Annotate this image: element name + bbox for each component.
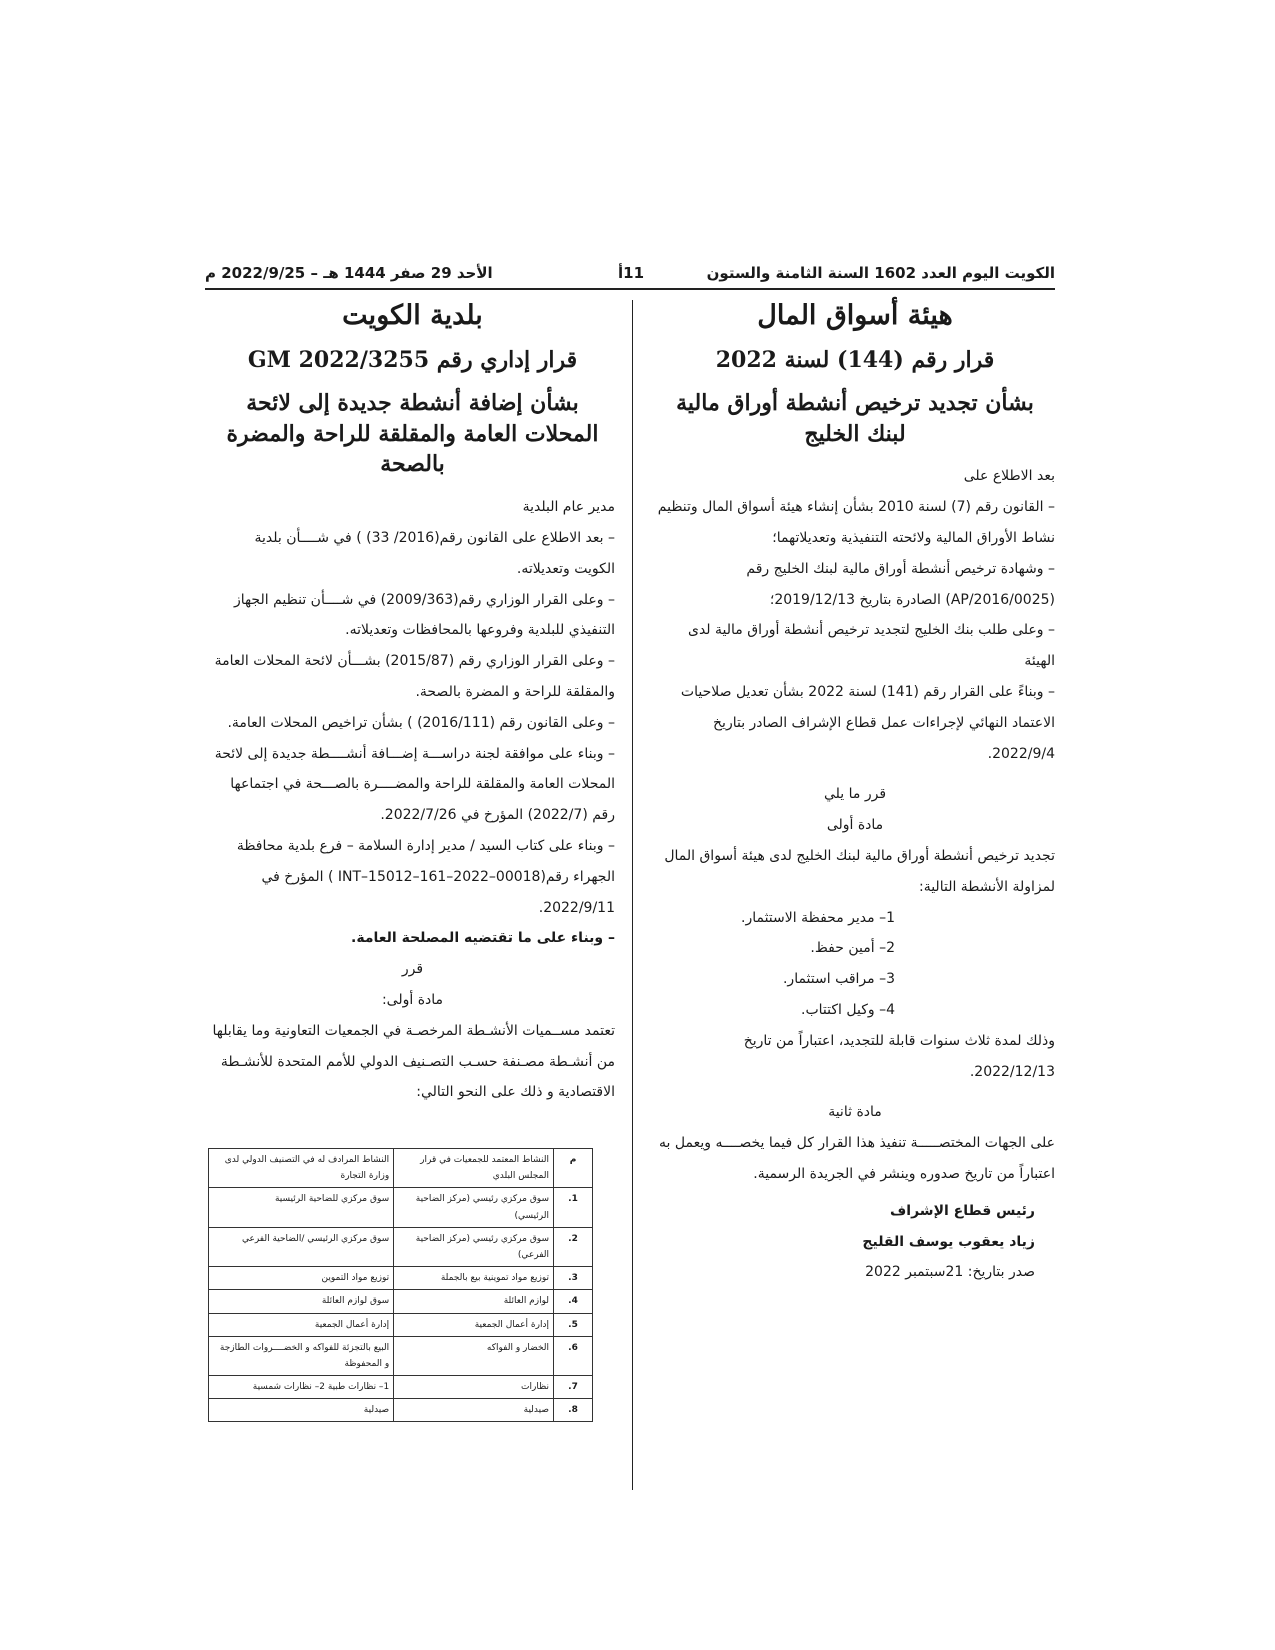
table-cell: سوق لوازم العائلة	[209, 1290, 394, 1313]
table-cell: سوق مركزي رئيسي (مركز الضاحية الفرعي)	[394, 1227, 554, 1266]
row-number: 4.	[554, 1290, 593, 1313]
table-cell: سوق مركزي للضاحية الرئيسية	[209, 1188, 394, 1227]
list-item: 1– مدير محفظة الاستثمار.	[741, 909, 895, 926]
decision-number: قرار إداري رقم GM 2022/3255	[247, 347, 578, 373]
article-heading: مادة أولى	[826, 817, 884, 834]
authority-title: هيئة أسواق المال	[757, 300, 953, 331]
article-text: على الجهات المختصـــــة تنفيذ هذا القرار كل فيما يخصــــه ويعمل به اعتباراً من تاريخ صدوره وينشر في الجريدة الرسمية.	[659, 1135, 1055, 1182]
row-number: 7.	[554, 1376, 593, 1399]
article-text: تجديد ترخيص أنشطة أوراق مالية لبنك الخليج لدى هيئة أسواق المال لمزاولة الأنشطة التالية:	[664, 847, 1055, 895]
decision-subject: بشأن تجديد ترخيص أنشطة أوراق مالية لبنك الخليج	[676, 389, 1034, 447]
clause: – وعلى القانون رقم (2016/111) ) بشأن تراخيص المحلات العامة.	[227, 714, 615, 731]
page-header	[205, 258, 1055, 290]
table-cell: 1– نظارات طبية 2– نظارات شمسية	[209, 1376, 394, 1399]
table-cell: البيع بالتجزئة للفواكه و الخضــــروات الطازجة و المحفوظة	[209, 1336, 394, 1375]
column-divider	[632, 300, 633, 1490]
intro: مدير عام البلدية	[522, 499, 615, 516]
decided-heading: قرر ما يلي	[823, 786, 887, 803]
signatory-title: رئيس قطاع الإشراف	[890, 1202, 1035, 1219]
table-cell: لوازم العائلة	[394, 1290, 554, 1313]
intro: بعد الاطلاع على	[963, 468, 1055, 485]
issue-date: صدر بتاريخ: 21سبتمبر 2022	[865, 1264, 1035, 1281]
clause: – وعلى طلب بنك الخليج لتجديد ترخيص أنشطة أوراق مالية لدى الهيئة	[688, 622, 1055, 670]
article-heading: مادة ثانية	[828, 1104, 882, 1121]
table-cell: توزيع مواد التموين	[209, 1267, 394, 1290]
table-cell: سوق مركزي رئيسي (مركز الضاحية الرئيسي)	[394, 1188, 554, 1227]
table-cell: صيدلية	[394, 1399, 554, 1422]
clause: – وعلى القرار الوزاري رقم(2009/363) في شــــأن تنظيم الجهاز التنفيذي للبلدية وفروعها بالمحافظات وتعديلاته.	[233, 591, 615, 639]
article-end: وذلك لمدة ثلاث سنوات قابلة للتجديد، اعتباراً من تاريخ 2022/12/13.	[743, 1032, 1055, 1080]
activities-table	[208, 1148, 593, 1422]
clause: – وبناء على كتاب السيد / مدير إدارة السلامة – فرع بلدية محافظة الجهراء رقم(INT–15012–161–2022–00018 ) المؤرخ في 2022/9/11.	[236, 837, 615, 916]
header-issue: الكويت اليوم العدد 1602 السنة الثامنة والستون	[706, 264, 1055, 282]
left-column	[210, 300, 615, 1108]
table-row	[209, 1188, 593, 1227]
list-item: 4– وكيل اكتتاب.	[801, 1001, 895, 1018]
table-row	[209, 1399, 593, 1422]
table-cell: الخضار و الفواكه	[394, 1336, 554, 1375]
table-cell: سوق مركزي الرئيسي /الضاحية الفرعي	[209, 1227, 394, 1266]
signatory-name: زياد يعقوب يوسف القليج	[862, 1233, 1035, 1250]
row-number: 8.	[554, 1399, 593, 1422]
table-row	[209, 1313, 593, 1336]
table-cell: إدارة أعمال الجمعية	[394, 1313, 554, 1336]
clause: – وبناء على ما تقتضيه المصلحة العامة.	[351, 930, 615, 947]
article-heading: مادة أولى:	[381, 991, 444, 1008]
table-row	[209, 1290, 593, 1313]
header-date: الأحد 29 صفر 1444 هـ – 2022/9/25 م	[205, 264, 493, 282]
list-item: 3– مراقب استثمار.	[782, 971, 895, 988]
row-number: 3.	[554, 1267, 593, 1290]
decision-number: قرار رقم (144) لسنة 2022	[715, 347, 995, 373]
row-number: 2.	[554, 1227, 593, 1266]
decision-subject: بشأن إضافة أنشطة جديدة إلى لائحة المحلات العامة والمقلقة للراحة والمضرة بالصحة	[226, 389, 599, 478]
table-header-row	[209, 1149, 593, 1188]
table-cell: إدارة أعمال الجمعية	[209, 1313, 394, 1336]
table-cell: توزيع مواد تموينية بيع بالجملة	[394, 1267, 554, 1290]
list-item: 2– أمين حفظ.	[810, 940, 895, 957]
table-row	[209, 1376, 593, 1399]
column-header: النشاط المعتمد للجمعيات في قرار المجلس البلدي	[394, 1149, 554, 1188]
row-number: 6.	[554, 1336, 593, 1375]
table-row	[209, 1267, 593, 1290]
page-number: 11أ	[618, 264, 645, 282]
clause: – وبناء على موافقة لجنة دراســـة إضـــافة أنشــــطة جديدة إلى لائحة المحلات العامة والمقلقة للراحة والمضــــرة بالصـــحة في اجتماعها رقم (2022/7) المؤرخ في 2022/7/26.	[214, 745, 615, 824]
column-header: النشاط المرادف له في التصنيف الدولي لدى وزارة التجارة	[209, 1149, 394, 1188]
clause: – وبناءً على القرار رقم (141) لسنة 2022 بشأن تعديل صلاحيات الاعتماد النهائي لإجراءات عمل قطاع الإشراف الصادر بتاريخ 2022/9/4.	[680, 683, 1055, 762]
table-row	[209, 1227, 593, 1266]
decided-heading: قرر	[401, 961, 424, 978]
clause: – بعد الاطلاع على القانون رقم(2016/ 33) ) في شــــأن بلدية الكويت وتعديلاته.	[254, 529, 615, 577]
clause: – وشهادة ترخيص أنشطة أوراق مالية لبنك الخليج رقم (AP/2016/0025) الصادرة بتاريخ 2019/12/13؛	[746, 560, 1055, 608]
authority-title: بلدية الكويت	[342, 300, 483, 331]
clause: – وعلى القرار الوزاري رقم (2015/87) بشـــأن لائحة المحلات العامة والمقلقة للراحة و المضرة بالصحة.	[214, 653, 615, 700]
table-row	[209, 1336, 593, 1375]
table-cell: صيدلية	[209, 1399, 394, 1422]
article-text: تعتمد مســميات الأنشـطة المرخصـة في الجمعيات التعاونية وما يقابلها من أنشـطة مصـنفة حسـب التصـنيف الدولي للأمم المتحدة للأنشـطة الاقتصادية و ذلك على النحو التالي:	[212, 1022, 615, 1101]
row-number: 5.	[554, 1313, 593, 1336]
table-cell: نظارات	[394, 1376, 554, 1399]
right-column	[655, 300, 1055, 1288]
clause: – القانون رقم (7) لسنة 2010 بشأن إنشاء هيئة أسواق المال وتنظيم نشاط الأوراق المالية ولائحته التنفيذية وتعديلاتهما؛	[657, 499, 1055, 546]
row-number: 1.	[554, 1188, 593, 1227]
column-header: م	[554, 1149, 593, 1188]
